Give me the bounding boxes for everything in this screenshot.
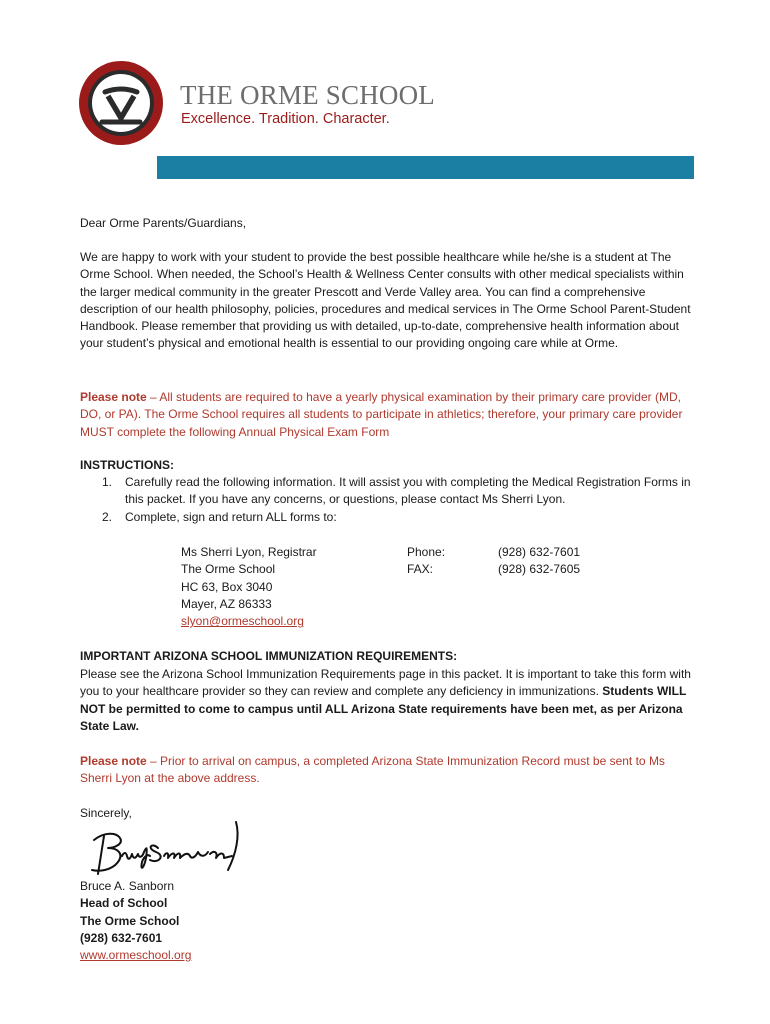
immunization-record-note (80, 753, 695, 788)
list-item (80, 474, 695, 509)
contact-labels (407, 544, 445, 579)
website-link[interactable]: www.ormeschool.org (80, 948, 192, 963)
note-text: – Prior to arrival on campus, a completed Arizona State Immunization Record must be sent to Ms Sherri Lyon at the above address. (80, 754, 665, 786)
school-name: THE ORME SCHOOL (180, 80, 436, 110)
intro-paragraph: We are happy to work with your student to provide the best possible healthcare while he/she is a student at The Orme School. When needed, the School’s Health & Wellness Center consults with other medical specialists within the larger medical community in the greater Prescott and Verde Valley area. You can find a comprehensive description of our health philosophy, policies, procedures and medical services in The Orme School Parent-Student Handbook. Please remember that providing us with detailed, up-to-date, comprehensive health information about your student’s physical and emotional health is essential to our providing ongoing care while at Orme. (80, 250, 691, 351)
signature-block (80, 878, 191, 964)
address-org: The Orme School (181, 562, 276, 577)
orme-school-logo (78, 60, 164, 146)
email-link[interactable]: slyon@ormeschool.org (181, 614, 304, 629)
list-item-number: 2. (102, 509, 113, 524)
instructions-title: INSTRUCTIONS: (80, 458, 174, 472)
list-item-text: Carefully read the following information. It will assist you with completing the Medical Registration Forms in this packet. If you have any concerns, or questions, please contact Ms Sherri Lyon. (125, 475, 691, 507)
closing: Sincerely, (80, 806, 132, 820)
immunization-warning: Students WILL NOT be permitted to come to campus until ALL Arizona State requirements have been met, as per Arizona State Law. (80, 684, 687, 733)
signer-phone: (928) 632-7601 (80, 930, 163, 945)
list-item-number: 1. (102, 475, 113, 489)
school-tagline: Excellence. Tradition. Character. (181, 111, 390, 127)
phone-label: Phone: (407, 545, 446, 559)
fax-label: FAX: (407, 562, 434, 577)
signer-title: Head of School (80, 896, 168, 911)
handwritten-signature (86, 818, 242, 878)
note-text: – All students are required to have a yearly physical examination by their primary care provider (MD, DO, or PA). The Orme School requires all students to participate in athletics; therefore, your primary care provider MUST complete the following Annual Physical Exam Form (80, 390, 683, 439)
signer-name: Bruce A. Sanborn (80, 879, 175, 893)
contact-values (498, 544, 580, 579)
phone-number: (928) 632-7601 (498, 545, 581, 559)
list-item-text: Complete, sign and return ALL forms to: (125, 509, 337, 524)
immunization-paragraph (80, 666, 695, 735)
address-line1: HC 63, Box 3040 (181, 579, 273, 594)
note-label: Please note (80, 754, 147, 768)
address-name: Ms Sherri Lyon, Registrar (181, 545, 317, 559)
physical-exam-note (80, 389, 695, 441)
address-line2: Mayer, AZ 86333 (181, 596, 272, 611)
fax-number: (928) 632-7605 (498, 562, 581, 577)
signer-org: The Orme School (80, 913, 180, 928)
immunization-title: IMPORTANT ARIZONA SCHOOL IMMUNIZATION REQUIREMENTS: (80, 649, 458, 663)
return-address (181, 544, 317, 630)
header-accent-bar (157, 156, 694, 179)
instructions-list (80, 474, 695, 526)
greeting: Dear Orme Parents/Guardians, (80, 216, 247, 230)
immunization-text: Please see the Arizona School Immunization Requirements page in this packet. It is important to take this form with you to your healthcare provider so they can review and complete any deficiency in immunizations. (80, 667, 691, 699)
note-label: Please note (80, 390, 147, 404)
list-item (80, 509, 695, 526)
